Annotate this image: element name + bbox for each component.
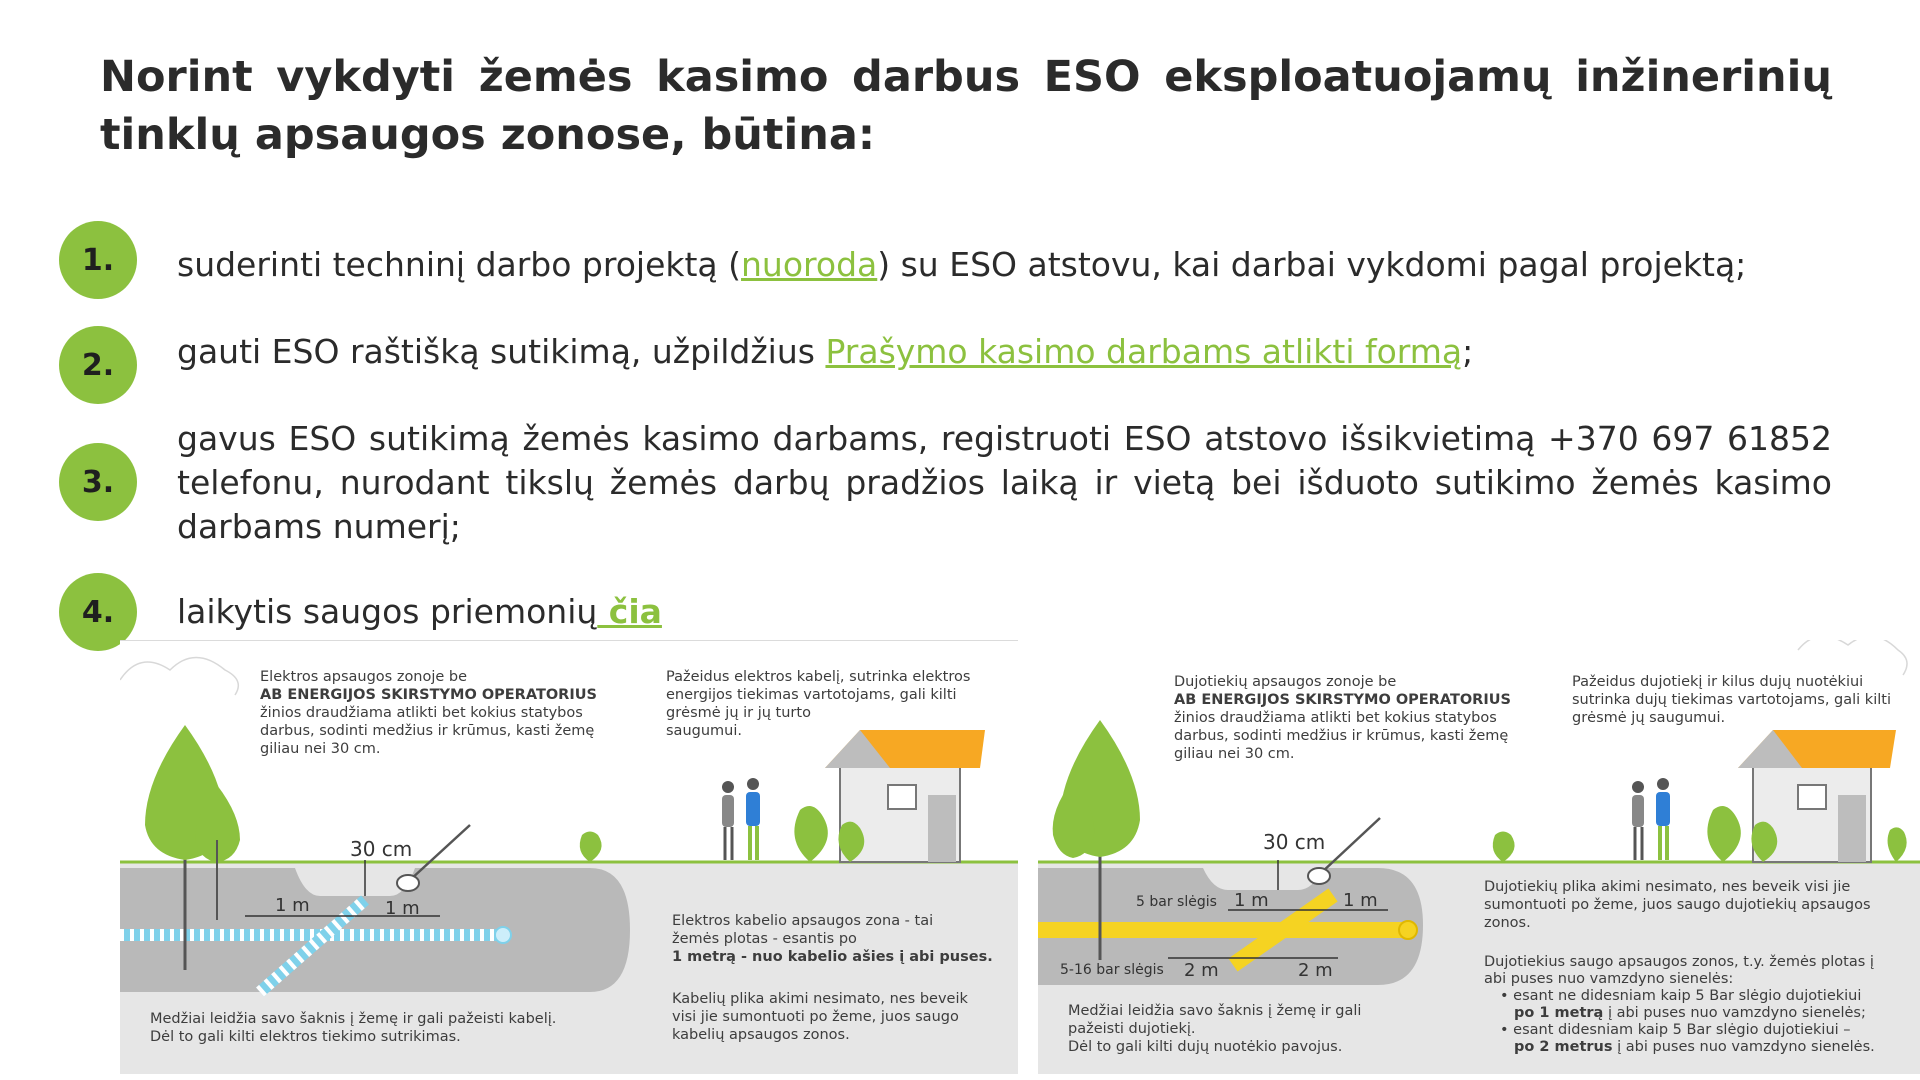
page-title: Norint vykdyti žemės kasimo darbus ESO eksploatuojamų inžinerinių tinklų apsaugos zonose, būtina: bbox=[100, 52, 1832, 160]
pressure-low-label: 5 bar slėgis bbox=[1136, 894, 1217, 910]
nuoroda-link[interactable]: nuoroda bbox=[741, 245, 878, 284]
electric-zone-line-3: žinios draudžiama atlikti bet kokius statybos bbox=[260, 705, 583, 721]
gas-zone-line-2: AB ENERGIJOS SKIRSTYMO OPERATORIUS bbox=[1174, 692, 1511, 708]
gas-zones-line-2: abi puses nuo vamzdyno sienelės: bbox=[1484, 971, 1734, 987]
electric-damage-line-2: energijos tiekimas vartotojams, gali kilti bbox=[666, 687, 957, 703]
cable-invisible-line-3: kabelių apsaugos zonos. bbox=[672, 1027, 850, 1043]
electric-zone-line-2: AB ENERGIJOS SKIRSTYMO OPERATORIUS bbox=[260, 687, 597, 703]
gas-invisible-note bbox=[1484, 878, 1914, 932]
step-1-text bbox=[177, 243, 1832, 287]
gas-damage-line-2: sutrinka dujų tiekimas vartotojams, gali kilti bbox=[1572, 692, 1891, 708]
step-1-text-before: suderinti techninį darbo projektą ( bbox=[177, 245, 742, 284]
step-2-text bbox=[177, 330, 1832, 374]
gas-1m-right: 1 m bbox=[1343, 890, 1378, 911]
cable-zone-line-1: Elektros kabelio apsaugos zona - tai bbox=[672, 913, 934, 929]
gas-zone-line-5: giliau nei 30 cm. bbox=[1174, 746, 1295, 762]
step-1-number: 1. bbox=[81, 242, 115, 278]
electric-damage-note bbox=[666, 668, 1011, 740]
electric-damage-line-4: saugumui. bbox=[666, 723, 742, 739]
safety-measures-link[interactable]: čia bbox=[597, 592, 662, 631]
electric-zone-line-5: giliau nei 30 cm. bbox=[260, 741, 381, 757]
step-3-badge bbox=[59, 443, 137, 521]
gas-trees-line-3: Dėl to gali kilti dujų nuotėkio pavojus. bbox=[1068, 1039, 1343, 1055]
gas-2m-right: 2 m bbox=[1298, 960, 1333, 981]
electric-trees-line-2: Dėl to gali kilti elektros tiekimo sutrikimas. bbox=[150, 1029, 461, 1045]
electric-zone-line-4: darbus, sodinti medžius ir krūmus, kasti žemę bbox=[260, 723, 595, 739]
gas-depth-label: 30 cm bbox=[1263, 830, 1326, 854]
cable-invisible-line-1: Kabelių plika akimi nesimato, nes beveik bbox=[672, 991, 968, 1007]
gas-bullet-1-line-1: esant ne didesniam kaip 5 Bar slėgio dujotiekiui bbox=[1513, 988, 1862, 1004]
electric-trees-note bbox=[150, 1010, 630, 1046]
gas-bullet-2-rest: į abi puses nuo vamzdyno sienelės. bbox=[1612, 1039, 1875, 1055]
gas-2m-left: 2 m bbox=[1184, 960, 1219, 981]
gas-bullet-1-rest: į abi puses nuo vamzdyno sienelės; bbox=[1603, 1005, 1866, 1021]
step-4-text-before: laikytis saugos priemonių bbox=[177, 592, 598, 631]
step-2-text-before: gauti ESO raštišką sutikimą, užpildžius bbox=[177, 332, 826, 371]
electric-trees-line-1: Medžiai leidžia savo šaknis į žemę ir gali pažeisti kabelį. bbox=[150, 1011, 557, 1027]
electric-damage-line-1: Pažeidus elektros kabelį, sutrinka elektros bbox=[666, 669, 971, 685]
gas-bullet-1: • esant ne didesniam kaip 5 Bar slėgio dujotiekiui bbox=[1500, 988, 1862, 1004]
gas-bullet-1-bold: po 1 metrą bbox=[1514, 1005, 1604, 1021]
gas-zone-line-3: žinios draudžiama atlikti bet kokius statybos bbox=[1174, 710, 1497, 726]
gas-trees-line-1: Medžiai leidžia savo šaknis į žemę ir gali bbox=[1068, 1003, 1362, 1019]
gas-bullet-2-cont bbox=[1484, 1039, 1916, 1056]
cable-invisible-line-2: visi jie sumontuoti po žeme, juos saugo bbox=[672, 1009, 959, 1025]
step-1-text-after: ) su ESO atstovu, kai darbai vykdomi pagal projektą; bbox=[877, 245, 1747, 284]
gas-zone-note bbox=[1174, 673, 1554, 763]
electric-zone-line-1: Elektros apsaugos zonoje be bbox=[260, 669, 468, 685]
electric-zone-note bbox=[260, 668, 640, 758]
gas-invisible-line-1: Dujotiekių plika akimi nesimato, nes beveik visi jie bbox=[1484, 879, 1851, 895]
gas-invisible-line-3: zonos. bbox=[1484, 915, 1531, 931]
gas-zone-line-1: Dujotiekių apsaugos zonoje be bbox=[1174, 674, 1397, 690]
step-3-number: 3. bbox=[81, 464, 115, 500]
gas-zones-line-1: Dujotiekius saugo apsaugos zonos, t.y. žemės plotas į bbox=[1484, 954, 1874, 970]
electric-depth-label: 30 cm bbox=[350, 837, 413, 861]
request-form-link[interactable]: Prašymo kasimo darbams atlikti formą bbox=[825, 332, 1463, 371]
gas-bullet-2-line-1: esant didesniam kaip 5 Bar slėgio dujotiekiui – bbox=[1513, 1022, 1851, 1038]
step-4-number: 4. bbox=[81, 594, 115, 630]
gas-invisible-line-2: sumontuoti po žeme, juos saugo dujotiekių apsaugos bbox=[1484, 897, 1871, 913]
gas-trees-line-2: pažeisti dujotiekį. bbox=[1068, 1021, 1196, 1037]
cable-zone-line-2: žemės plotas - esantis po bbox=[672, 931, 857, 947]
gas-bullet-2-bold: po 2 metrus bbox=[1514, 1039, 1613, 1055]
gas-zones-note bbox=[1484, 954, 1916, 1056]
step-4-text bbox=[177, 590, 1832, 634]
gas-bullet-2: • esant didesniam kaip 5 Bar slėgio dujotiekiui – bbox=[1500, 1022, 1851, 1038]
electric-damage-line-3: grėsmė jų ir jų turto bbox=[666, 705, 811, 721]
gas-damage-note bbox=[1572, 673, 1917, 727]
step-3-text: gavus ESO sutikimą žemės kasimo darbams, registruoti ESO atstovo išsikvietimą +370 697 61852 telefonu, nurodant tikslų žemės darbų pradžios laiką ir vietą bei išduoto sutikimo žemės kasimo darbams numerį; bbox=[177, 419, 1832, 546]
step-1-badge bbox=[59, 221, 137, 299]
pressure-high-label: 5-16 bar slėgis bbox=[1060, 962, 1164, 978]
step-2-text-after: ; bbox=[1462, 332, 1474, 371]
gas-damage-line-1: Pažeidus dujotiekį ir kilus dujų nuotėkiui bbox=[1572, 674, 1864, 690]
gas-1m-left: 1 m bbox=[1234, 890, 1269, 911]
electric-left-distance: 1 m bbox=[275, 895, 310, 916]
step-2-number: 2. bbox=[81, 347, 115, 383]
electric-illustration bbox=[120, 640, 1018, 1074]
step-2-badge bbox=[59, 326, 137, 404]
gas-bullet-1-cont bbox=[1484, 1005, 1916, 1022]
gas-damage-line-3: grėsmė jų saugumui. bbox=[1572, 710, 1726, 726]
cable-zone-line-3: 1 metrą - nuo kabelio ašies į abi puses. bbox=[672, 949, 993, 965]
cable-zone-note bbox=[672, 912, 1012, 966]
gas-zone-line-4: darbus, sodinti medžius ir krūmus, kasti žemę bbox=[1174, 728, 1509, 744]
gas-trees-note bbox=[1068, 1002, 1448, 1056]
cable-invisible-note bbox=[672, 990, 1012, 1044]
electric-right-distance: 1 m bbox=[385, 898, 420, 919]
gas-illustration bbox=[1038, 640, 1920, 1074]
